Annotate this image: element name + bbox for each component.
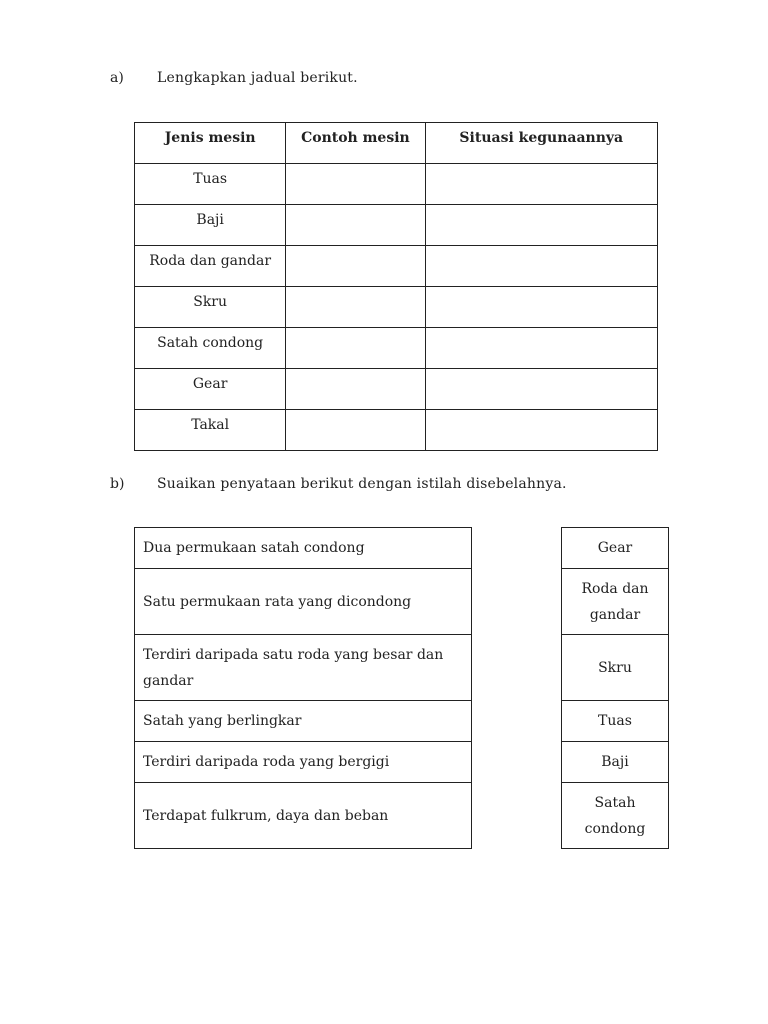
cell-contoh-answer[interactable] <box>286 205 425 246</box>
question-b-instruction: Suaikan penyataan berikut dengan istilah disebelahnya. <box>157 476 567 492</box>
header-contoh-mesin: Contoh mesin <box>286 123 425 164</box>
term-item: Baji <box>562 742 669 783</box>
question-b-marker: b) <box>110 476 125 492</box>
cell-contoh-answer[interactable] <box>286 164 425 205</box>
cell-situasi-answer[interactable] <box>425 328 657 369</box>
statement-item: Terdapat fulkrum, daya dan beban <box>135 783 472 849</box>
terms-table <box>561 527 669 849</box>
term-item: Gear <box>562 528 669 569</box>
cell-contoh-answer[interactable] <box>286 246 425 287</box>
cell-contoh-answer[interactable] <box>286 287 425 328</box>
table-row <box>135 328 658 369</box>
table-row <box>135 287 658 328</box>
cell-situasi-answer[interactable] <box>425 369 657 410</box>
table-row <box>135 369 658 410</box>
question-a-marker: a) <box>110 70 124 86</box>
cell-situasi-answer[interactable] <box>425 287 657 328</box>
statement-item: Satah yang berlingkar <box>135 701 472 742</box>
statement-item: Terdiri daripada roda yang bergigi <box>135 742 472 783</box>
cell-situasi-answer[interactable] <box>425 205 657 246</box>
statements-table <box>134 527 472 849</box>
question-a-instruction: Lengkapkan jadual berikut. <box>157 70 358 86</box>
table-row <box>135 164 658 205</box>
table-row <box>135 410 658 451</box>
cell-jenis: Roda dan gandar <box>135 246 286 287</box>
machines-table <box>134 122 658 451</box>
cell-jenis: Gear <box>135 369 286 410</box>
statement-item: Satu permukaan rata yang dicondong <box>135 569 472 635</box>
cell-jenis: Takal <box>135 410 286 451</box>
cell-jenis: Satah condong <box>135 328 286 369</box>
cell-jenis: Skru <box>135 287 286 328</box>
term-item: Tuas <box>562 701 669 742</box>
cell-contoh-answer[interactable] <box>286 328 425 369</box>
term-item: Roda dan gandar <box>562 569 669 635</box>
cell-situasi-answer[interactable] <box>425 410 657 451</box>
header-jenis-mesin: Jenis mesin <box>135 123 286 164</box>
cell-jenis: Tuas <box>135 164 286 205</box>
cell-contoh-answer[interactable] <box>286 369 425 410</box>
cell-jenis: Baji <box>135 205 286 246</box>
cell-situasi-answer[interactable] <box>425 246 657 287</box>
table-row <box>135 246 658 287</box>
cell-contoh-answer[interactable] <box>286 410 425 451</box>
term-item: Skru <box>562 635 669 701</box>
cell-situasi-answer[interactable] <box>425 164 657 205</box>
table-row <box>135 205 658 246</box>
term-item: Satah condong <box>562 783 669 849</box>
header-situasi: Situasi kegunaannya <box>425 123 657 164</box>
statement-item: Dua permukaan satah condong <box>135 528 472 569</box>
statement-item: Terdiri daripada satu roda yang besar dan gandar <box>135 635 472 701</box>
table-header-row <box>135 123 658 164</box>
